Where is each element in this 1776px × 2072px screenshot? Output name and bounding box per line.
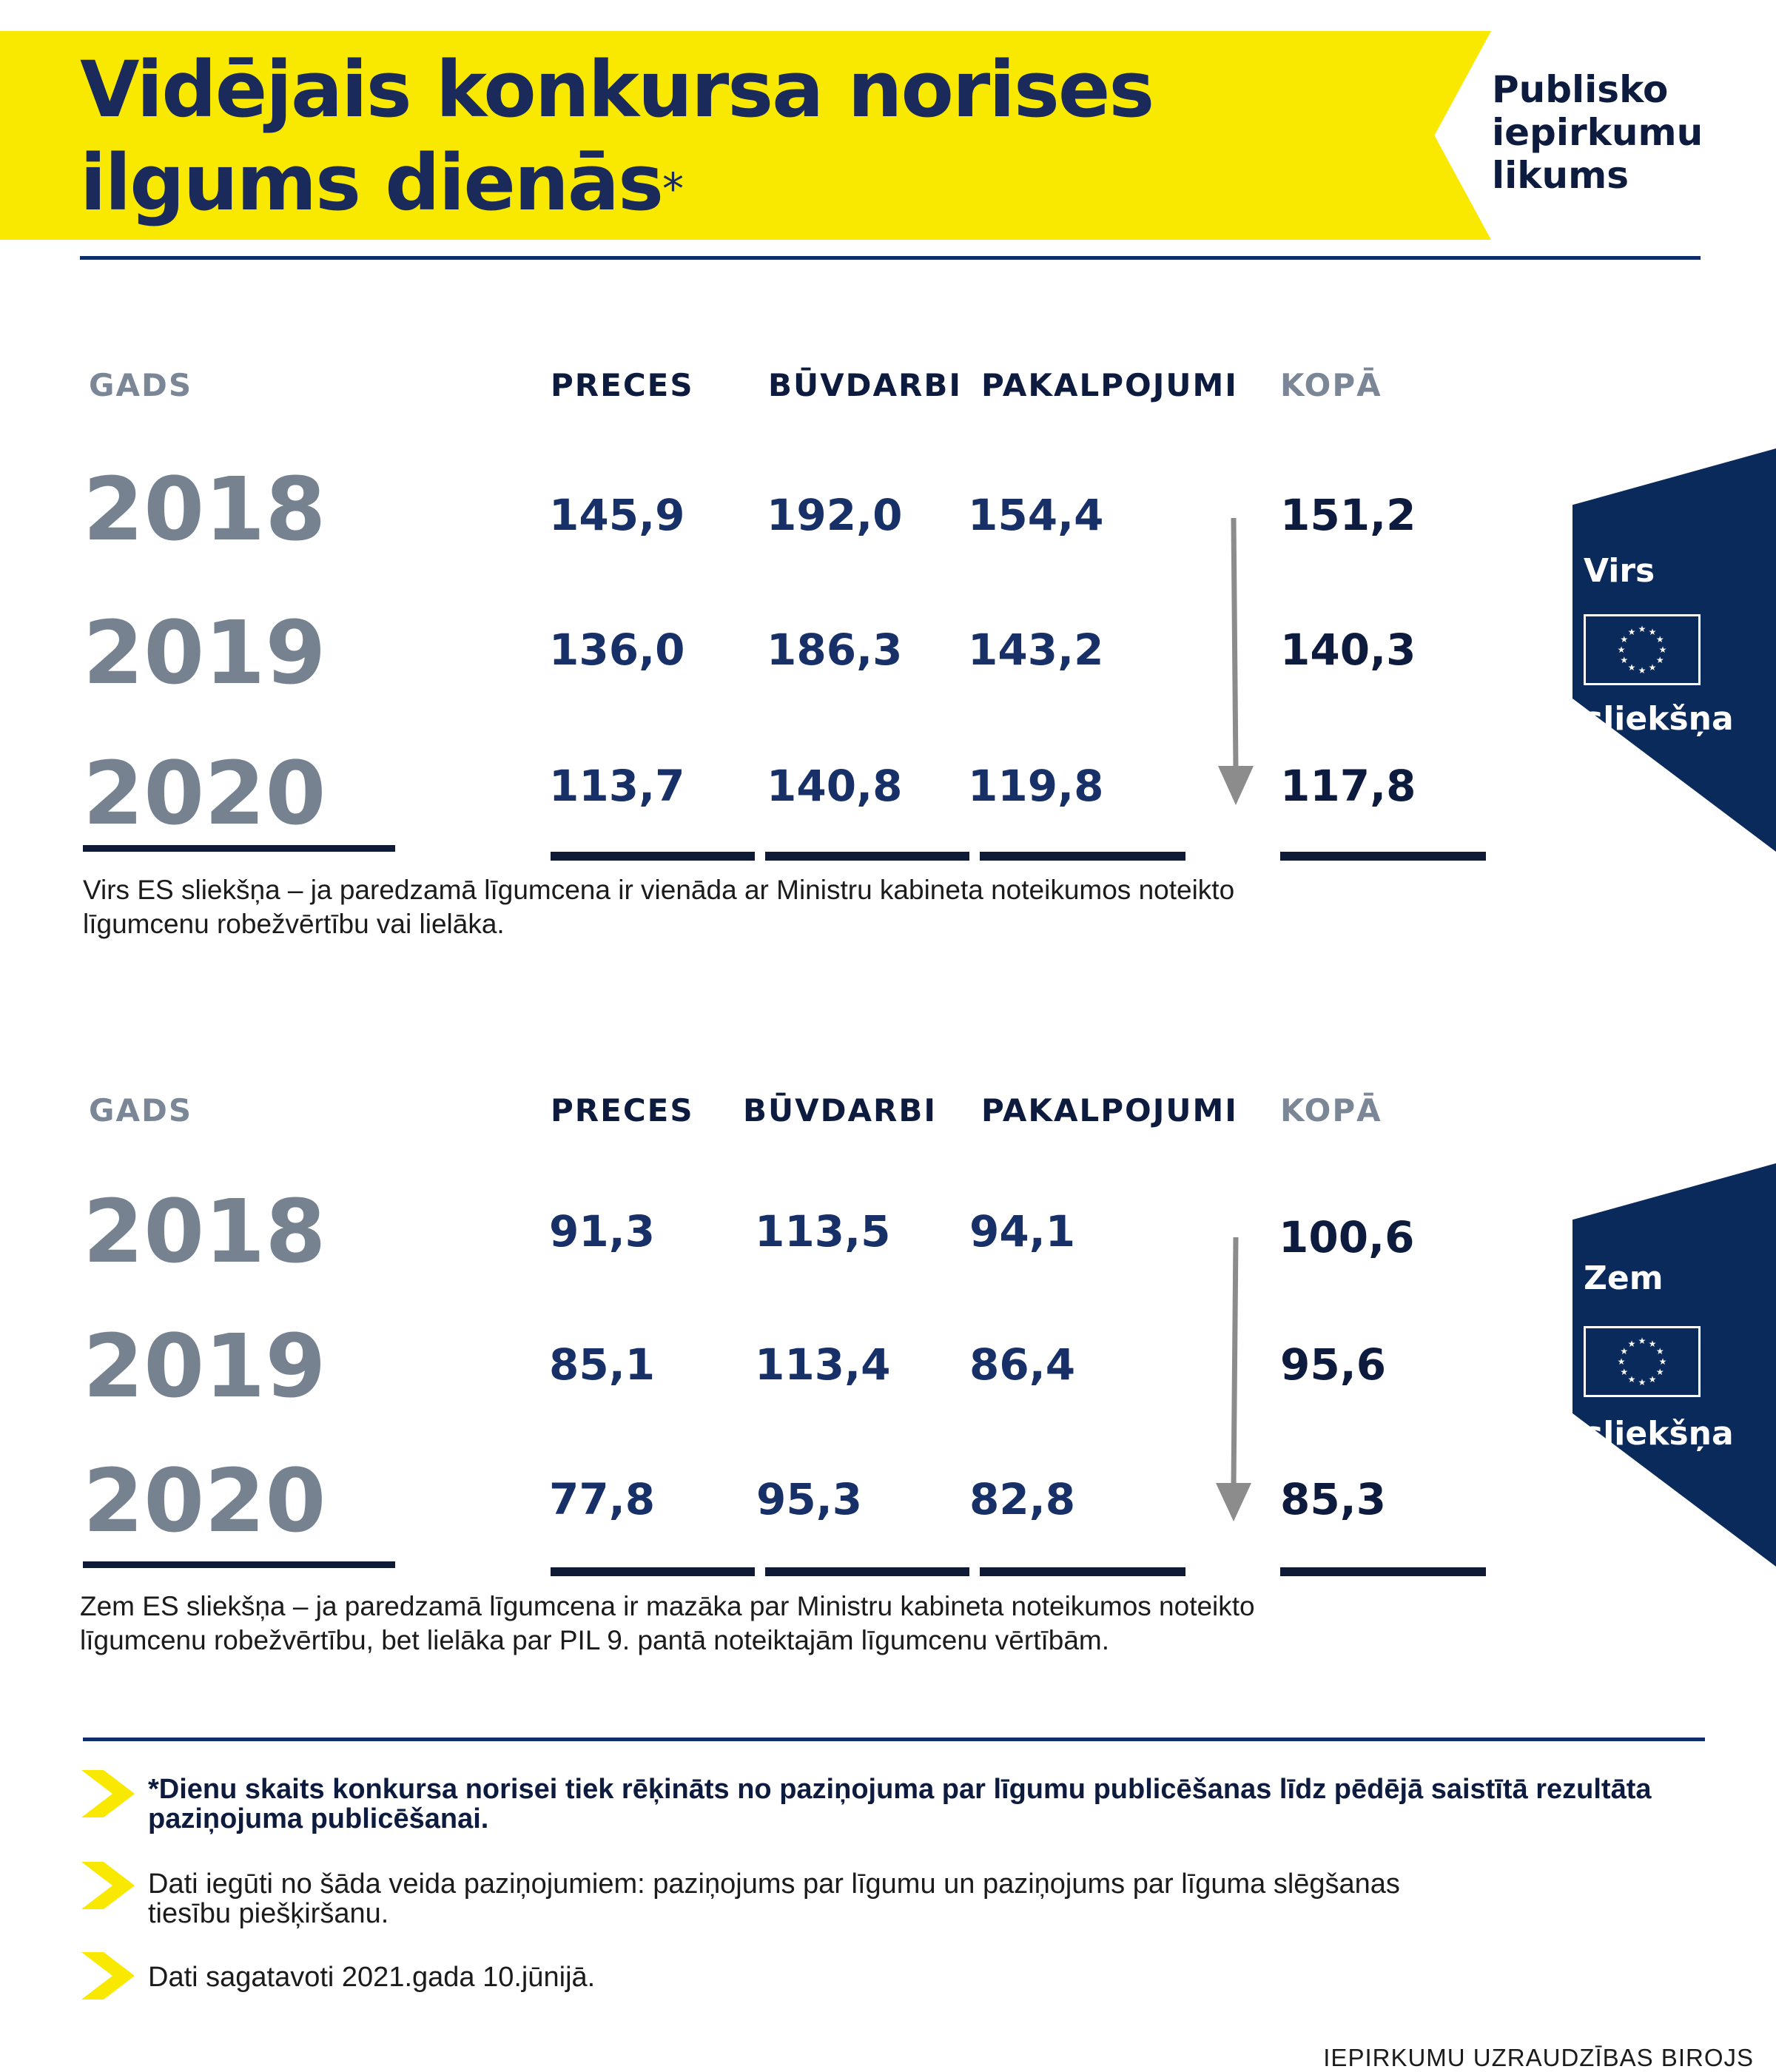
law-label: Publisko iepirkumu likums xyxy=(1492,68,1703,197)
column-header-services: PAKALPOJUMI xyxy=(981,367,1238,403)
chevron-right-icon xyxy=(81,1770,135,1817)
footer-organization: IEPIRKUMU UZRAUDZĪBAS BIROJS xyxy=(1323,2044,1754,2071)
eu-star-icon: ★ xyxy=(1655,1346,1664,1356)
chevron-right-icon xyxy=(81,1862,135,1909)
decrease-arrow-icon xyxy=(1214,1237,1258,1523)
total-value: 100,6 xyxy=(1279,1212,1415,1262)
column-header-works: BŪVDARBI xyxy=(768,367,962,403)
total-value: 151,2 xyxy=(1280,490,1416,540)
goods-value: 85,1 xyxy=(549,1339,656,1390)
badge-label-top: Zem xyxy=(1584,1259,1664,1297)
eu-star-icon: ★ xyxy=(1638,624,1646,634)
eu-star-icon: ★ xyxy=(1648,662,1657,673)
eu-star-icon: ★ xyxy=(1627,662,1636,673)
footnote-data-source: Dati iegūti no šāda veida paziņojumiem: paziņojums par līgumu un paziņojums par līguma slēgšanas tiesību piešķiršanu. xyxy=(148,1868,1400,1929)
page-title-text: Vidējais konkursa norises ilgums dienās xyxy=(80,44,1154,228)
chevron-right-icon xyxy=(81,1952,135,1999)
works-value: 113,5 xyxy=(755,1206,891,1257)
services-value: 119,8 xyxy=(968,761,1104,811)
badge-label-bottom: sliekšņa xyxy=(1584,1415,1734,1453)
eu-star-icon: ★ xyxy=(1617,1356,1626,1367)
column-header-total: KOPĀ xyxy=(1280,367,1382,403)
column-header-goods: PRECES xyxy=(551,367,694,403)
footnote-prepared-date: Dati sagatavoti 2021.gada 10.jūnijā. xyxy=(148,1962,596,1993)
year-label: 2019 xyxy=(83,1315,326,1417)
eu-star-icon: ★ xyxy=(1620,1367,1629,1377)
year-label: 2020 xyxy=(83,1450,326,1552)
eu-star-icon: ★ xyxy=(1638,1377,1646,1388)
year-label: 2018 xyxy=(83,1180,326,1282)
title-footnote-mark: * xyxy=(662,164,683,214)
eu-star-icon: ★ xyxy=(1627,1338,1636,1349)
year-column-underline xyxy=(83,1561,395,1568)
eu-star-icon: ★ xyxy=(1658,1356,1667,1367)
column-header-goods: PRECES xyxy=(551,1092,694,1128)
footnote-divider xyxy=(83,1738,1705,1741)
year-column-underline xyxy=(83,845,395,852)
year-label: 2019 xyxy=(83,602,326,704)
column-header-services: PAKALPOJUMI xyxy=(981,1092,1238,1128)
goods-value: 91,3 xyxy=(549,1206,656,1257)
total-column-underline xyxy=(1280,1567,1486,1576)
above-threshold-note: Virs ES sliekšņa – ja paredzamā līgumcena ir vienāda ar Ministru kabineta noteikumos noteikto līgumcenu robežvērtību vai lielāka. xyxy=(83,875,1235,939)
goods-value: 77,8 xyxy=(549,1474,656,1524)
eu-star-icon: ★ xyxy=(1648,1374,1657,1385)
eu-star-icon: ★ xyxy=(1655,634,1664,645)
goods-column-underline xyxy=(551,852,755,861)
goods-value: 113,7 xyxy=(549,761,685,811)
total-column-underline xyxy=(1280,852,1486,861)
works-value: 186,3 xyxy=(767,625,903,675)
total-value: 95,6 xyxy=(1280,1339,1387,1390)
goods-value: 145,9 xyxy=(549,490,685,540)
services-value: 82,8 xyxy=(969,1474,1076,1524)
column-header-total: KOPĀ xyxy=(1280,1092,1382,1128)
services-value: 143,2 xyxy=(968,625,1104,675)
badge-label-bottom: sliekšņa xyxy=(1584,700,1734,738)
works-column-underline xyxy=(765,1567,969,1576)
eu-star-icon: ★ xyxy=(1620,1346,1629,1356)
services-value: 86,4 xyxy=(969,1339,1076,1390)
eu-stars-icon xyxy=(1586,1328,1698,1395)
eu-star-icon: ★ xyxy=(1648,1338,1657,1349)
works-column-underline xyxy=(765,852,969,861)
goods-column-underline xyxy=(551,1567,755,1576)
eu-star-icon: ★ xyxy=(1638,665,1646,676)
eu-star-icon: ★ xyxy=(1627,1374,1636,1385)
works-value: 192,0 xyxy=(767,490,903,540)
total-value: 85,3 xyxy=(1280,1474,1387,1524)
eu-star-icon: ★ xyxy=(1627,626,1636,637)
services-value: 94,1 xyxy=(969,1206,1076,1257)
total-value: 140,3 xyxy=(1280,625,1416,675)
below-threshold-note: Zem ES sliekšņa – ja paredzamā līgumcena ir mazāka par Ministru kabineta noteikumos noteikto līgumcenu robežvērtību, bet lielāka par PIL 9. pantā noteiktajām līgumcenu vērtībām. xyxy=(80,1591,1255,1655)
works-value: 95,3 xyxy=(756,1474,863,1524)
eu-flag-icon xyxy=(1584,1326,1701,1397)
column-header-year: GADS xyxy=(89,1092,193,1128)
column-header-works: BŪVDARBI xyxy=(743,1092,937,1128)
year-label: 2020 xyxy=(83,742,326,844)
eu-star-icon: ★ xyxy=(1648,626,1657,637)
eu-star-icon: ★ xyxy=(1658,645,1667,655)
eu-star-icon: ★ xyxy=(1638,1336,1646,1346)
column-header-year: GADS xyxy=(89,367,193,403)
eu-star-icon: ★ xyxy=(1620,634,1629,645)
services-column-underline xyxy=(980,1567,1185,1576)
eu-star-icon: ★ xyxy=(1655,655,1664,665)
eu-star-icon: ★ xyxy=(1655,1367,1664,1377)
eu-star-icon: ★ xyxy=(1620,655,1629,665)
works-value: 140,8 xyxy=(767,761,903,811)
year-label: 2018 xyxy=(83,458,326,560)
services-value: 154,4 xyxy=(968,490,1104,540)
services-column-underline xyxy=(980,852,1185,861)
goods-value: 136,0 xyxy=(549,625,685,675)
footnote-definition: *Dienu skaits konkursa norisei tiek rēķināts no paziņojuma par līgumu publicēšanas līdz pēdējā saistītā rezultāta paziņojuma publicēšanai. xyxy=(148,1774,1652,1834)
badge-label-top: Virs xyxy=(1584,552,1655,590)
works-value: 113,4 xyxy=(755,1339,891,1390)
total-value: 117,8 xyxy=(1280,761,1416,811)
eu-star-icon: ★ xyxy=(1617,645,1626,655)
